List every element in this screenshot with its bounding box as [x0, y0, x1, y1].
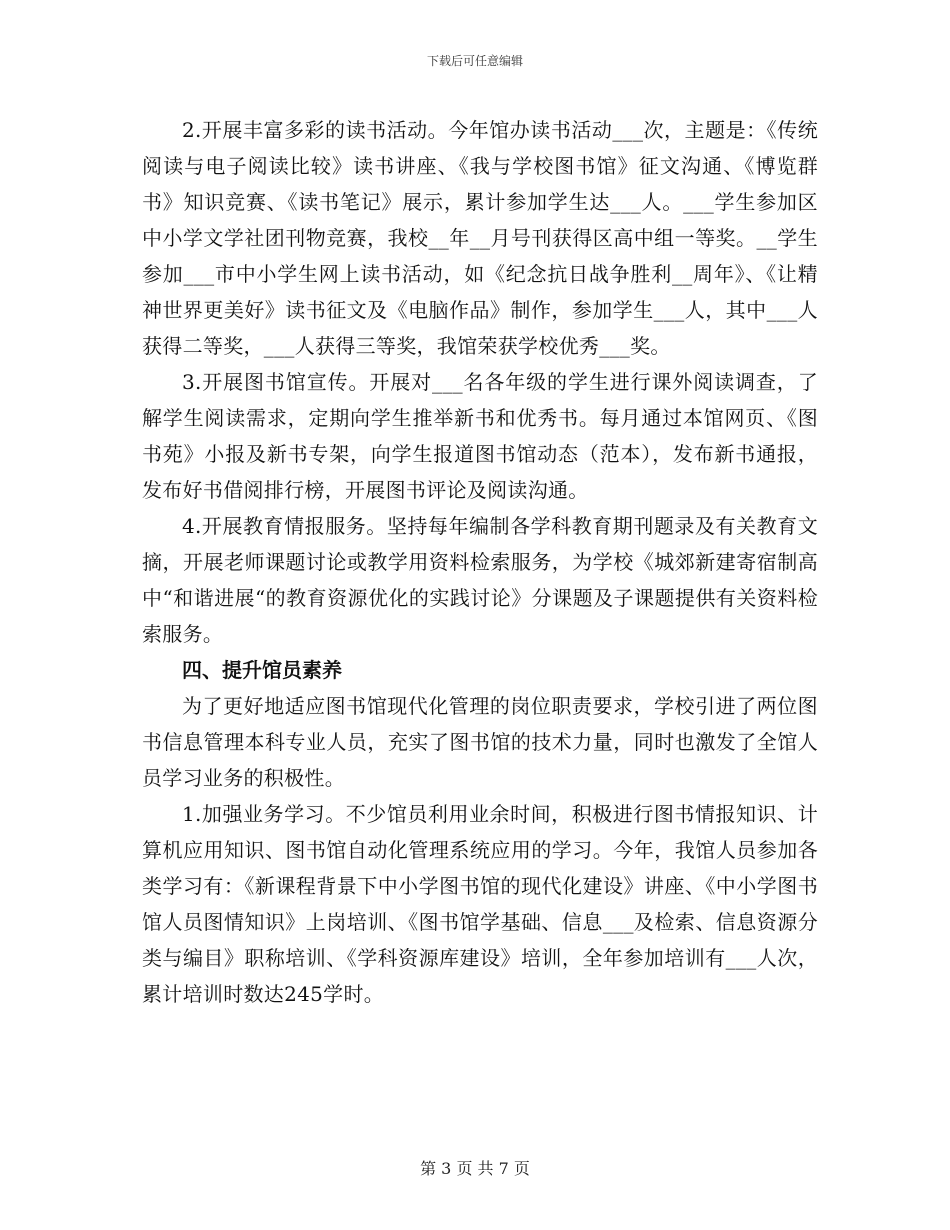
section-heading-staff-quality: 四、提升馆员素养 — [182, 658, 342, 682]
document-body — [142, 112, 818, 1012]
paragraph-business-study: 1.加强业务学习。不少馆员利用业余时间，积极进行图书情报知识、计算机应用知识、图书馆自动化管理系统应用的学习。今年，我馆人员参加各类学习有：《新课程背景下中小学图书馆的现代化建设》讲座、《中小学图书馆人员图情知识》上岗培训、《图书馆学基础、信息___及检索、信息资源分类与编目》职称培训、《学科资源库建设》培训，全年参加培训有___人次，累计培训时数达245学时。 — [142, 802, 818, 1006]
page-number: 第 3 页 共 7 页 — [420, 1159, 530, 1178]
page-header-note: 下载后可任意编辑 — [426, 54, 523, 68]
paragraph-library-promotion: 3.开展图书馆宣传。开展对___名各年级的学生进行课外阅读调查，了解学生阅读需求，定期向学生推举新书和优秀书。每月通过本馆网页、《图书苑》小报及新书专架，向学生报道图书馆动态（范本），发布新书通报，发布好书借阅排行榜，开展图书评论及阅读沟通。 — [142, 370, 818, 502]
paragraph-education-info-service: 4.开展教育情报服务。坚持每年编制各学科教育期刊题录及有关教育文摘，开展老师课题讨论或教学用资料检索服务，为学校《城郊新建寄宿制高中“和谐进展“的教育资源优化的实践讨论》分课题及子课题提供有关资料检索服务。 — [142, 514, 818, 646]
paragraph-reading-activities: 2.开展丰富多彩的读书活动。今年馆办读书活动___次，主题是：《传统阅读与电子阅读比较》读书讲座、《我与学校图书馆》征文沟通、《博览群书》知识竞赛、《读书笔记》展示，累计参加学生达___人。___学生参加区中小学文学社团刊物竞赛，我校__年__月号刊获得区高中组一等奖。__学生参加___市中小学生网上读书活动，如《纪念抗日战争胜利__周年》、《让精神世界更美好》读书征文及《电脑作品》制作，参加学生___人，其中___人获得二等奖，___人获得三等奖，我馆荣获学校优秀___奖。 — [142, 118, 818, 358]
paragraph-staff-intro: 为了更好地适应图书馆现代化管理的岗位职责要求，学校引进了两位图书信息管理本科专业人员，充实了图书馆的技术力量，同时也激发了全馆人员学习业务的积极性。 — [142, 694, 818, 790]
